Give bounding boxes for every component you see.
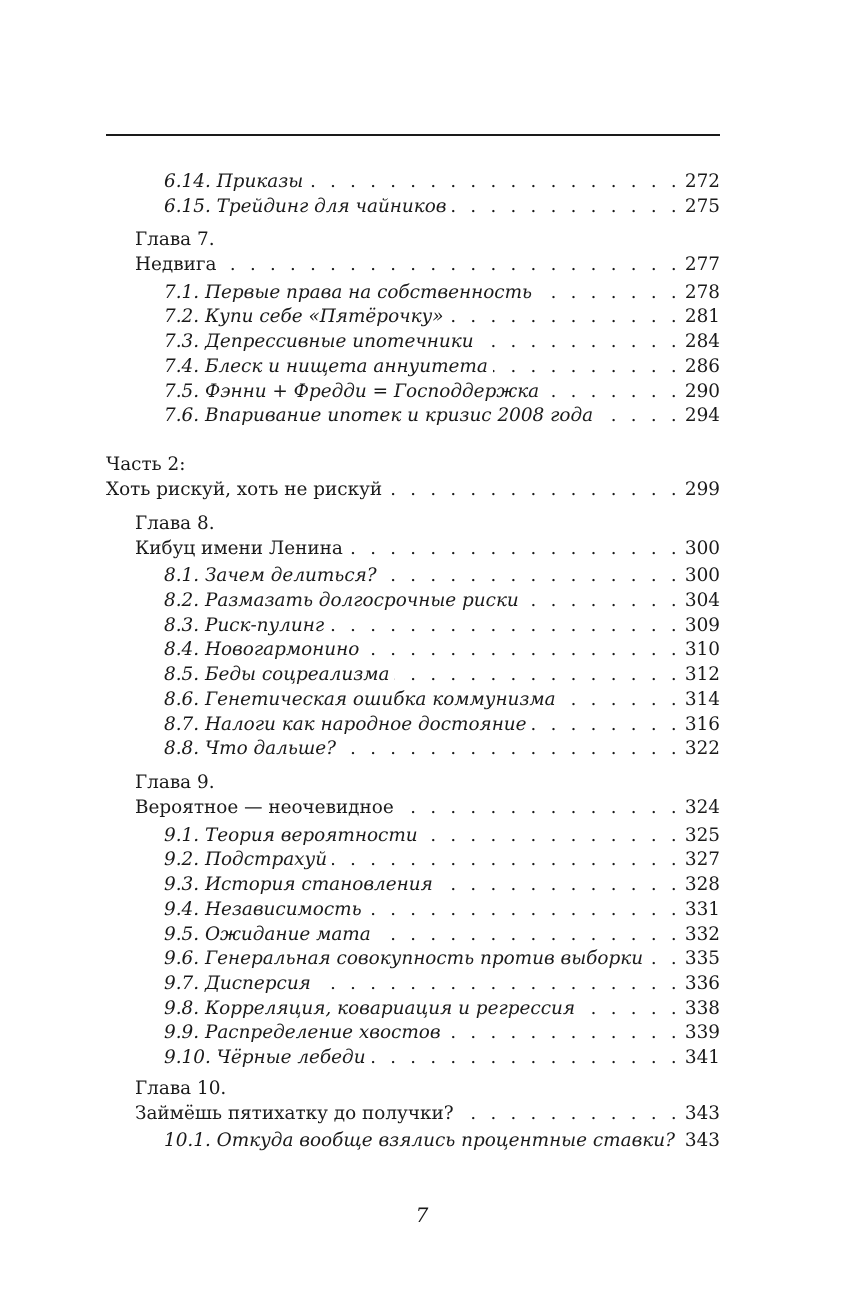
toc-title: 7.1. Первые права на собственность xyxy=(164,282,533,303)
leader-dots xyxy=(537,281,681,305)
toc-section-9-10[interactable] xyxy=(164,1046,720,1070)
toc-page: 336 xyxy=(684,973,720,994)
toc-section-6-14[interactable] xyxy=(164,170,720,194)
leader-dots xyxy=(332,848,681,872)
toc-title: 9.7. Дисперсия xyxy=(164,973,311,994)
toc-chapter-7[interactable] xyxy=(135,253,720,277)
toc-page: 272 xyxy=(684,171,720,192)
toc-page: 343 xyxy=(684,1130,720,1151)
toc-page: 343 xyxy=(684,1103,720,1124)
toc-section-7-1[interactable] xyxy=(164,281,720,305)
toc-title: 8.5. Беды соцреализма xyxy=(164,664,390,685)
toc-page: 332 xyxy=(684,924,720,945)
leader-dots xyxy=(449,305,681,329)
toc-page: 278 xyxy=(684,282,720,303)
toc-title: 7.6. Впаривание ипотек и кризис 2008 года xyxy=(164,405,594,426)
toc-title: 9.9. Распределение хвостов xyxy=(164,1022,441,1043)
leader-dots xyxy=(438,873,681,897)
chapter-7-label: Глава 7. xyxy=(135,229,215,250)
toc-section-7-5[interactable] xyxy=(164,380,720,404)
toc-page: 294 xyxy=(684,405,720,426)
toc-title: 9.4. Независимость xyxy=(164,899,362,920)
toc-chapter-8[interactable] xyxy=(135,537,720,561)
toc-page: 341 xyxy=(684,1047,720,1068)
leader-dots xyxy=(561,688,681,712)
toc-title: Кибуц имени Ленина xyxy=(135,538,343,559)
leader-dots xyxy=(221,253,680,277)
toc-title: 7.4. Блеск и нищета аннуитета xyxy=(164,356,488,377)
toc-title: 8.4. Новогармонино xyxy=(164,639,360,660)
toc-section-10-1[interactable] xyxy=(164,1129,720,1153)
leader-dots xyxy=(316,972,681,996)
chapter-8-label: Глава 8. xyxy=(135,513,215,534)
toc-page: 312 xyxy=(684,664,720,685)
toc-title: 9.6. Генеральная совокупность против выборки xyxy=(164,948,644,969)
toc-page: 331 xyxy=(684,899,720,920)
toc-section-9-4[interactable] xyxy=(164,898,720,922)
toc-title: 8.7. Налоги как народное достояние xyxy=(164,714,527,735)
toc-section-8-8[interactable] xyxy=(164,737,720,761)
toc-title: 9.1. Теория вероятности xyxy=(164,825,418,846)
toc-page: 324 xyxy=(684,797,720,818)
toc-section-8-2[interactable] xyxy=(164,589,720,613)
toc-section-9-1[interactable] xyxy=(164,824,720,848)
toc-page: 328 xyxy=(684,874,720,895)
toc-section-9-9[interactable] xyxy=(164,1021,720,1045)
leader-dots xyxy=(524,589,681,613)
toc-section-7-3[interactable] xyxy=(164,330,720,354)
toc-section-7-2[interactable] xyxy=(164,305,720,329)
toc-page: 316 xyxy=(684,714,720,735)
leader-dots xyxy=(341,737,681,761)
leader-dots xyxy=(452,195,681,219)
toc-section-8-3[interactable] xyxy=(164,614,720,638)
toc-title: 9.5. Ожидание мата xyxy=(164,924,371,945)
page-number: 7 xyxy=(415,1203,429,1227)
toc-title: 7.2. Купи себе «Пятёрочку» xyxy=(164,306,444,327)
toc-page: 304 xyxy=(684,590,720,611)
chapter-10-label: Глава 10. xyxy=(135,1078,227,1099)
leader-dots xyxy=(446,1021,681,1045)
toc-section-9-5[interactable] xyxy=(164,923,720,947)
toc-section-8-1[interactable] xyxy=(164,564,720,588)
leader-dots xyxy=(598,404,681,428)
toc-page: 275 xyxy=(684,196,720,217)
toc-title: Займёшь пятихатку до получки? xyxy=(135,1103,454,1124)
leader-dots xyxy=(364,638,681,662)
toc-page: 322 xyxy=(684,738,720,759)
toc-title: 8.3. Риск-пулинг xyxy=(164,615,325,636)
leader-dots xyxy=(544,380,681,404)
toc-section-7-6[interactable] xyxy=(164,404,720,428)
toc-title: 9.3. История становления xyxy=(164,874,433,895)
toc-title: Недвига xyxy=(135,254,217,275)
toc-page: 325 xyxy=(684,825,720,846)
leader-dots xyxy=(532,713,681,737)
toc-section-8-5[interactable] xyxy=(164,663,720,687)
toc-page: 277 xyxy=(684,254,720,275)
leader-dots xyxy=(580,997,681,1021)
toc-title: 7.3. Депрессивные ипотечники xyxy=(164,331,474,352)
toc-page: 284 xyxy=(684,331,720,352)
toc-section-8-7[interactable] xyxy=(164,713,720,737)
leader-dots xyxy=(367,898,681,922)
toc-section-8-6[interactable] xyxy=(164,688,720,712)
leader-dots xyxy=(387,478,681,502)
toc-page: 314 xyxy=(684,689,720,710)
toc-title: 8.2. Размазать долгосрочные риски xyxy=(164,590,519,611)
leader-dots xyxy=(394,663,680,687)
toc-page: 327 xyxy=(684,849,720,870)
toc-title: 8.6. Генетическая ошибка коммунизма xyxy=(164,689,556,710)
toc-section-7-4[interactable] xyxy=(164,355,720,379)
toc-title: 9.8. Корреляция, ковариация и регрессия xyxy=(164,998,576,1019)
toc-page: 300 xyxy=(684,565,720,586)
leader-dots xyxy=(423,824,681,848)
toc-section-9-3[interactable] xyxy=(164,873,720,897)
leader-dots xyxy=(329,614,681,638)
leader-dots xyxy=(348,537,681,561)
leader-dots xyxy=(371,1046,681,1070)
toc-title: 9.10. Чёрные лебеди xyxy=(164,1047,366,1068)
toc-chapter-10[interactable] xyxy=(135,1102,720,1126)
toc-title: 8.8. Что дальше? xyxy=(164,738,337,759)
toc-section-6-15[interactable] xyxy=(164,195,720,219)
leader-dots xyxy=(479,330,681,354)
toc-page: 290 xyxy=(684,381,720,402)
toc-title: 7.5. Фэнни + Фредди = Господдержка xyxy=(164,381,540,402)
toc-section-9-8[interactable] xyxy=(164,997,720,1021)
toc-title: 9.2. Подстрахуй xyxy=(164,849,328,870)
leader-dots xyxy=(308,170,681,194)
toc-title: 6.14. Приказы xyxy=(164,171,304,192)
toc-section-8-4[interactable] xyxy=(164,638,720,662)
leader-dots xyxy=(399,796,681,820)
leader-dots xyxy=(493,355,681,379)
toc-page: 309 xyxy=(684,615,720,636)
toc-title: 6.15. Трейдинг для чайников xyxy=(164,196,447,217)
toc-page: 338 xyxy=(684,998,720,1019)
toc-page: 281 xyxy=(684,306,720,327)
toc-page: 286 xyxy=(684,356,720,377)
toc-section-9-2[interactable] xyxy=(164,848,720,872)
toc-page: 299 xyxy=(684,479,720,500)
toc-section-9-6[interactable] xyxy=(164,947,720,971)
toc-chapter-9[interactable] xyxy=(135,796,720,820)
toc-section-9-7[interactable] xyxy=(164,972,720,996)
leader-dots xyxy=(382,564,681,588)
toc-title: Хоть рискуй, хоть не рискуй xyxy=(106,479,383,500)
toc-page: 300 xyxy=(684,538,720,559)
chapter-9-label: Глава 9. xyxy=(135,772,215,793)
toc-page: 339 xyxy=(684,1022,720,1043)
toc-title: 10.1. Откуда вообще взялись процентные ставки? xyxy=(164,1130,675,1151)
toc-page: 335 xyxy=(684,948,720,969)
leader-dots xyxy=(648,947,681,971)
toc-page: 310 xyxy=(684,639,720,660)
toc-part-2[interactable] xyxy=(106,478,720,502)
leader-dots xyxy=(459,1102,681,1126)
leader-dots xyxy=(376,923,681,947)
toc-title: 8.1. Зачем делиться? xyxy=(164,565,377,586)
toc-title: Вероятное — неочевидное xyxy=(135,797,394,818)
part-2-label: Часть 2: xyxy=(106,454,186,475)
